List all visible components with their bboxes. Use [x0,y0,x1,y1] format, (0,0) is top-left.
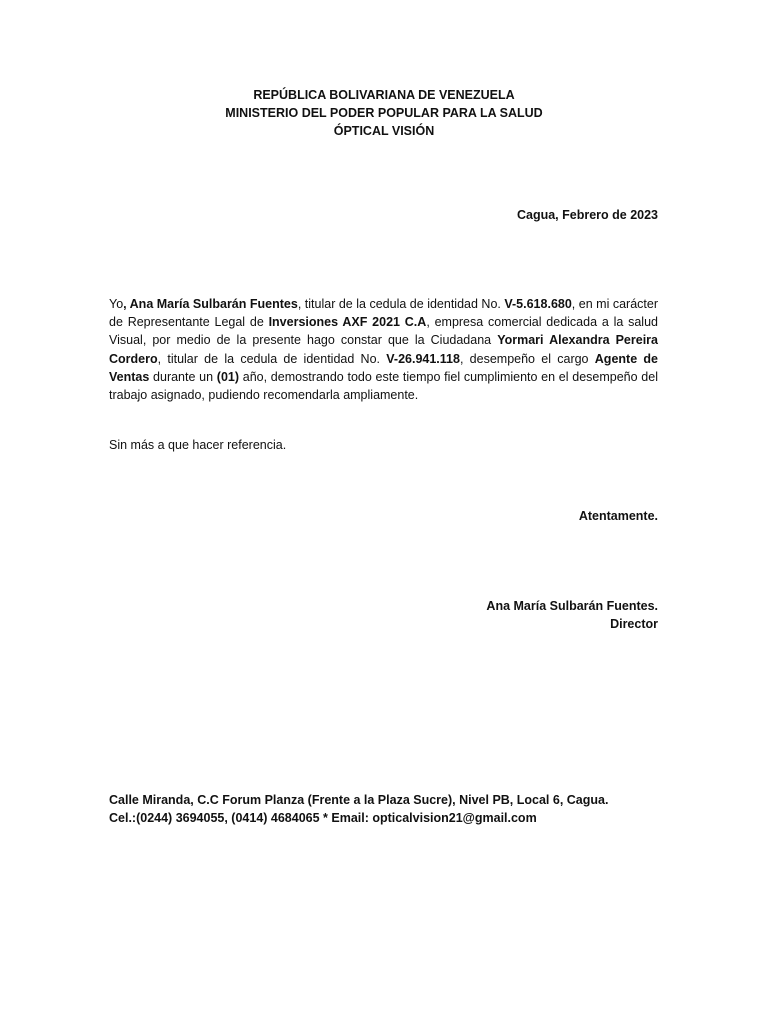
body-duration: (01) [216,369,240,384]
letter-body [109,295,658,404]
body-signer-id: V-5.618.680 [504,297,572,311]
body-text: , titular de la cedula de identidad No. [297,297,505,311]
letterhead-company: ÓPTICAL VISIÓN [333,124,435,138]
signature-name: Ana María Sulbarán Fuentes. [486,599,658,613]
body-text: , desempeño el cargo [459,351,595,366]
body-text: , titular de la cedula de identidad No. [157,351,387,366]
body-text-yo: Yo [109,297,124,311]
footer-address: Calle Miranda, C.C Forum Planza (Frente a la Plaza Sucre), Nivel PB, Local 6, Cagua. [109,793,609,807]
letterhead-country: REPÚBLICA BOLIVARIANA DE VENEZUELA [253,88,515,102]
body-text: , en mi carácter de Representante Legal de [109,297,658,330]
closing-reference: Sin más a que hacer referencia. [109,438,287,452]
body-company-name: Inversiones AXF 2021 C.A [268,315,427,330]
body-job-title: Agente de Ventas [109,351,658,384]
signature-title: Director [610,617,658,631]
body-signer-name: , Ana María Sulbarán Fuentes [123,297,298,311]
letter-date: Cagua, Febrero de 2023 [516,208,658,222]
footer [109,791,608,827]
body-text: , empresa comercial dedicada a la salud Visual, por medio de la presente hago constar que la Ciudadana [109,315,658,348]
signature-block [486,597,658,633]
body-text: año, demostrando todo este tiempo fiel cumplimiento en el desempeño del trabajo asignado, pudiendo recomendarla ampliamente. [109,369,658,403]
letterhead-ministry: MINISTERIO DEL PODER POPULAR PARA LA SALUD [225,106,543,120]
body-employee-id: V-26.941.118 [386,351,460,366]
body-text: durante un [149,369,217,384]
body-employee-name: Yormari Alexandra Pereira Cordero [109,333,658,366]
footer-contact: Cel.:(0244) 3694055, (0414) 4684065 * Email: opticalvision21@gmail.com [109,811,537,825]
letterhead [0,86,768,140]
regards: Atentamente. [578,509,658,523]
